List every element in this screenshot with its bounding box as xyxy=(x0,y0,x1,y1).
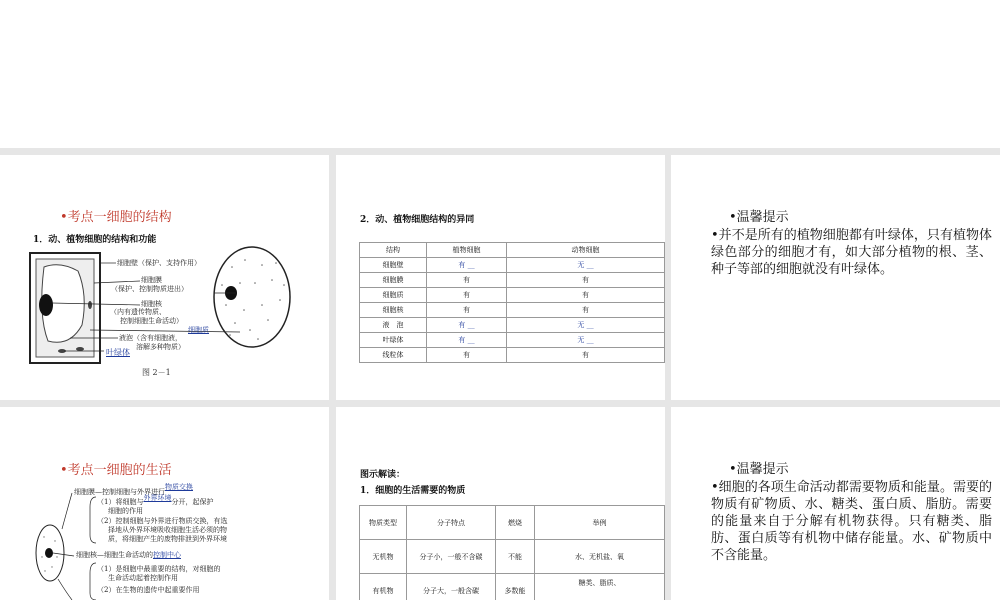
chloroplast-2 xyxy=(76,347,84,351)
table-row xyxy=(360,574,665,600)
nucleus-function-2: （2）在生物的遗传中起重要作用 xyxy=(97,586,200,594)
table-row xyxy=(360,348,665,363)
slide-subtitle: 1．动、植物细胞的结构和功能 xyxy=(33,235,157,245)
cell-plant: 有 xyxy=(427,303,507,318)
header-molecule: 分子特点 xyxy=(407,506,496,540)
label-vacuole-function: 溶解多种物质） xyxy=(136,343,185,351)
intro-text: 图示解读： xyxy=(360,470,406,480)
cell-plant: 有 xyxy=(427,348,507,363)
label-control-center: 控制中心 xyxy=(153,551,181,559)
cell-structure: 细胞核 xyxy=(360,303,427,318)
cell-molecule: 分子小，一般不含碳 xyxy=(407,540,496,574)
label-vacuole: 液泡（含有细胞液， xyxy=(119,334,182,342)
cell-diagram xyxy=(0,155,329,400)
slide-title: •考点一细胞的生活 xyxy=(60,463,172,478)
header-structure: 结构 xyxy=(360,243,427,258)
membrane-function-1: （1）将细胞与外界环境分开，起保护 xyxy=(97,494,214,506)
membrane-function-2b: 择地从外界环境吸收细胞生活必须的物 xyxy=(108,526,227,534)
membrane-function-2c: 质，将细胞产生的废物排泄到外界环境 xyxy=(108,535,227,543)
nucleus-function-1b: 生命活动起着控制作用 xyxy=(108,574,178,582)
label-material-exchange: 物质交换 xyxy=(165,483,193,491)
table-row xyxy=(360,318,665,333)
label-membrane-function: （保护、控制物质进出） xyxy=(111,285,188,293)
comparison-table xyxy=(359,242,665,363)
table-row xyxy=(360,273,665,288)
nucleus-label: 细胞核—细胞生命活动的控制中心 xyxy=(76,551,181,559)
cell-structure: 细胞质 xyxy=(360,288,427,303)
cell-animal: 有 xyxy=(507,303,665,318)
cell-examples: 水、无机盐、氧 xyxy=(535,540,665,574)
cell-structure: 叶绿体 xyxy=(360,333,427,348)
cell-structure: 液 泡 xyxy=(360,318,427,333)
table-row xyxy=(360,333,665,348)
table-header-row xyxy=(360,506,665,540)
cell-animal: 有 xyxy=(507,288,665,303)
cell-animal: 有 xyxy=(507,273,665,288)
label-chloroplast: 叶绿体 xyxy=(106,348,130,357)
cell-plant: 有 __ xyxy=(427,258,507,273)
plant-nucleus xyxy=(39,294,53,316)
header-animal-cell: 动物细胞 xyxy=(507,243,665,258)
cell-molecule: 分子大，一般含碳 xyxy=(407,574,496,600)
table-row xyxy=(360,540,665,574)
slide-subtitle: 1．细胞的生活需要的物质 xyxy=(360,486,466,496)
tip-heading: •温馨提示 xyxy=(729,462,789,477)
cell-burning: 不能 xyxy=(496,540,535,574)
label-nucleus: 细胞核 xyxy=(141,300,162,308)
materials-table xyxy=(359,505,665,600)
chloroplast-3 xyxy=(88,301,92,309)
cell-animal: 有 xyxy=(507,348,665,363)
cell-burning: 多数能 xyxy=(496,574,535,600)
header-examples: 举例 xyxy=(535,506,665,540)
header-type: 物质类型 xyxy=(360,506,407,540)
slide-tip-chloroplast[interactable] xyxy=(671,155,1000,400)
slide-cell-comparison[interactable] xyxy=(336,155,665,400)
cell-structure: 细胞膜 xyxy=(360,273,427,288)
cell-type: 无机物 xyxy=(360,540,407,574)
tip-heading: •温馨提示 xyxy=(729,210,789,225)
slide-cell-materials[interactable] xyxy=(336,407,665,600)
table-header-row xyxy=(360,243,665,258)
header-plant-cell: 植物细胞 xyxy=(427,243,507,258)
label-nucleus-function-1: （内有遗传物质、 xyxy=(110,308,166,316)
cell-animal: 无 __ xyxy=(507,333,665,348)
cell-plant: 有 xyxy=(427,288,507,303)
cell-type: 有机物 xyxy=(360,574,407,600)
header-burning: 燃烧 xyxy=(496,506,535,540)
cell-examples: 糖类、脂质、 xyxy=(535,574,665,600)
slide-cell-life[interactable] xyxy=(0,407,329,600)
slide-title: •考点一细胞的结构 xyxy=(60,210,172,225)
cell-animal: 无 __ xyxy=(507,258,665,273)
label-cell-wall: 细胞壁（保护、支持作用） xyxy=(117,259,201,267)
cell-structure: 细胞壁 xyxy=(360,258,427,273)
figure-caption: 图 2－1 xyxy=(142,368,171,377)
cell-animal: 无 __ xyxy=(507,318,665,333)
cell-plant: 有 __ xyxy=(427,333,507,348)
tip-body-text: •细胞的各项生命活动都需要物质和能量。需要的物质有矿物质、水、糖类、蛋白质、脂肪。需要的能量来自于分解有机物获得。只有糖类、脂肪、蛋白质等有机物中储存能量。水、矿物质中不含能量。 xyxy=(711,480,992,563)
cell-nucleus xyxy=(45,548,53,558)
slide-tip-energy[interactable] xyxy=(671,407,1000,600)
blank-slide-area xyxy=(0,0,1000,148)
table-row xyxy=(360,258,665,273)
cell-plant: 有 xyxy=(427,273,507,288)
label-nucleus-function-2: 控制细胞生命活动） xyxy=(120,317,183,325)
cell-structure: 线粒体 xyxy=(360,348,427,363)
membrane-function-1b: 细胞的作用 xyxy=(108,507,143,515)
cell-plant: 有 __ xyxy=(427,318,507,333)
membrane-label: 细胞膜—控制细胞与外界进行物质交换 xyxy=(74,483,193,496)
tip-body-text: •并不是所有的植物细胞都有叶绿体，只有植物体绿色部分的细胞才有，如大部分植物的根、茎、种子等部的细胞就没有叶绿体。 xyxy=(711,228,992,277)
nucleus-function-1: （1）是细胞中最重要的结构，对细胞的 xyxy=(97,565,221,573)
label-external-environment: 外界环境 xyxy=(143,494,172,502)
table-row xyxy=(360,288,665,303)
slide-cell-structure[interactable] xyxy=(0,155,329,400)
table-row xyxy=(360,303,665,318)
membrane-function-2: （2）控制细胞与外界进行物质交换，有选 xyxy=(97,517,228,525)
label-cytoplasm: 细胞质 xyxy=(188,326,209,334)
label-membrane: 细胞膜 xyxy=(141,276,162,284)
slide-subtitle: 2．动、植物细胞结构的异同 xyxy=(360,215,475,225)
